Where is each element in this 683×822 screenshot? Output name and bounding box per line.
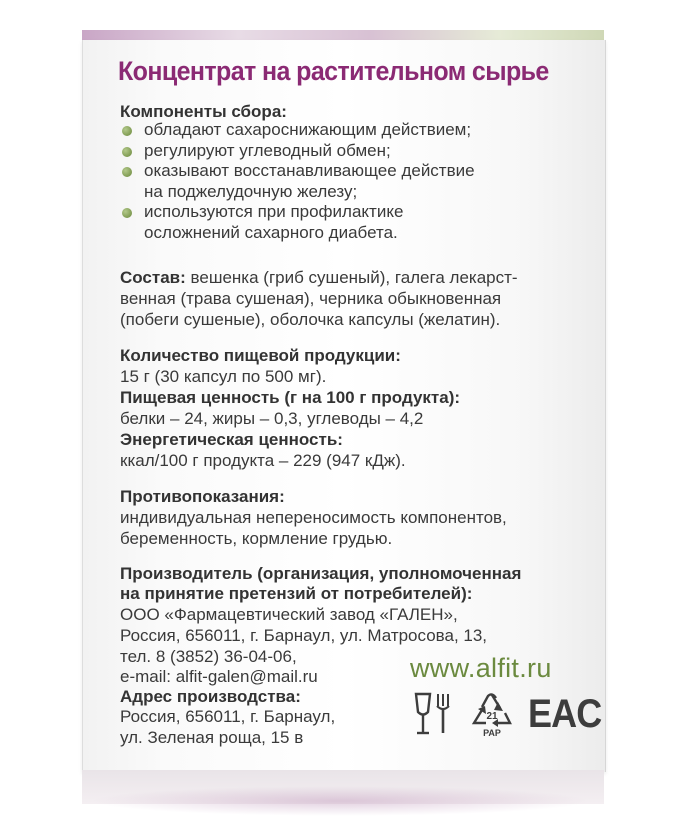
eac-mark-icon: EAC: [528, 692, 602, 736]
bullet-dot-icon: [122, 147, 132, 157]
food-safe-glass-fork-icon: [412, 690, 456, 738]
recycle-number: 21: [486, 711, 498, 722]
components-heading: Компоненты сбора:: [120, 102, 287, 121]
quantity-heading: Количество пищевой продукции:: [120, 346, 401, 365]
certification-icons: [412, 690, 602, 740]
producer-email: e-mail: alfit-galen@mail.ru: [120, 667, 318, 686]
address-line-1: Россия, 656011, г. Барнаул,: [120, 707, 336, 726]
composition-text: вешенка (гриб сушеный), галега лекарст-: [185, 268, 518, 287]
list-item-text: на поджелудочную железу;: [144, 181, 358, 201]
address-heading: Адрес производства:: [120, 687, 301, 706]
list-item: [120, 120, 475, 141]
components-list: [120, 120, 475, 243]
list-item-text: оказывают восстанавливающее действие: [144, 161, 475, 180]
producer-heading-line-1: Производитель (организация, уполномоченная: [120, 564, 522, 583]
list-item: [120, 202, 475, 243]
list-item-text: регулируют углеводный обмен;: [144, 140, 391, 160]
recycle-code: PAP: [483, 728, 501, 738]
producer-heading-line-2: на принятие претензий от потребителей):: [120, 584, 473, 603]
list-item-text: обладают сахароснижающим действием;: [144, 120, 472, 139]
producer-phone: тел. 8 (3852) 36-04-06,: [120, 647, 297, 666]
address-line-2: ул. Зеленая роща, 15 в: [120, 728, 304, 747]
composition-line-3: (побеги сушеные), оболочка капсулы (желатин).: [120, 310, 501, 329]
producer-address: Россия, 656011, г. Барнаул, ул. Матросова, 13,: [120, 626, 488, 645]
recycle-pap-21-icon: [468, 690, 516, 738]
contraindications-heading: Противопоказания:: [120, 487, 285, 506]
list-item: [120, 161, 475, 202]
product-title: Концентрат на растительном сырье: [118, 56, 549, 87]
energy-value: ккал/100 г продукта – 229 (947 кДж).: [120, 451, 406, 470]
composition-label: Состав:: [120, 268, 186, 287]
composition-line-1: [120, 268, 518, 289]
contraindications-line-1: индивидуальная непереносимость компонентов,: [120, 508, 507, 527]
contraindications-line-2: беременность, кормление грудью.: [120, 529, 393, 548]
quantity-value: 15 г (30 капсул по 500 мг).: [120, 367, 327, 386]
nutrition-heading: Пищевая ценность (г на 100 г продукта):: [120, 388, 461, 407]
list-item-text: используются при профилактике: [144, 202, 404, 221]
bullet-dot-icon: [122, 208, 132, 218]
bullet-dot-icon: [122, 126, 132, 136]
website-url: www.alfit.ru: [410, 653, 552, 683]
energy-heading: Энергетическая ценность:: [120, 430, 343, 449]
bullet-dot-icon: [122, 167, 132, 177]
nutrition-value: белки – 24, жиры – 0,3, углеводы – 4,2: [120, 409, 424, 428]
list-item-text: осложнений сахарного диабета.: [144, 222, 398, 242]
list-item: [120, 141, 475, 162]
box-reflection: [90, 786, 590, 816]
producer-name: ООО «Фармацевтический завод «ГАЛЕН»,: [120, 605, 458, 624]
composition-line-2: венная (трава сушеная), черника обыкновенная: [120, 289, 502, 308]
